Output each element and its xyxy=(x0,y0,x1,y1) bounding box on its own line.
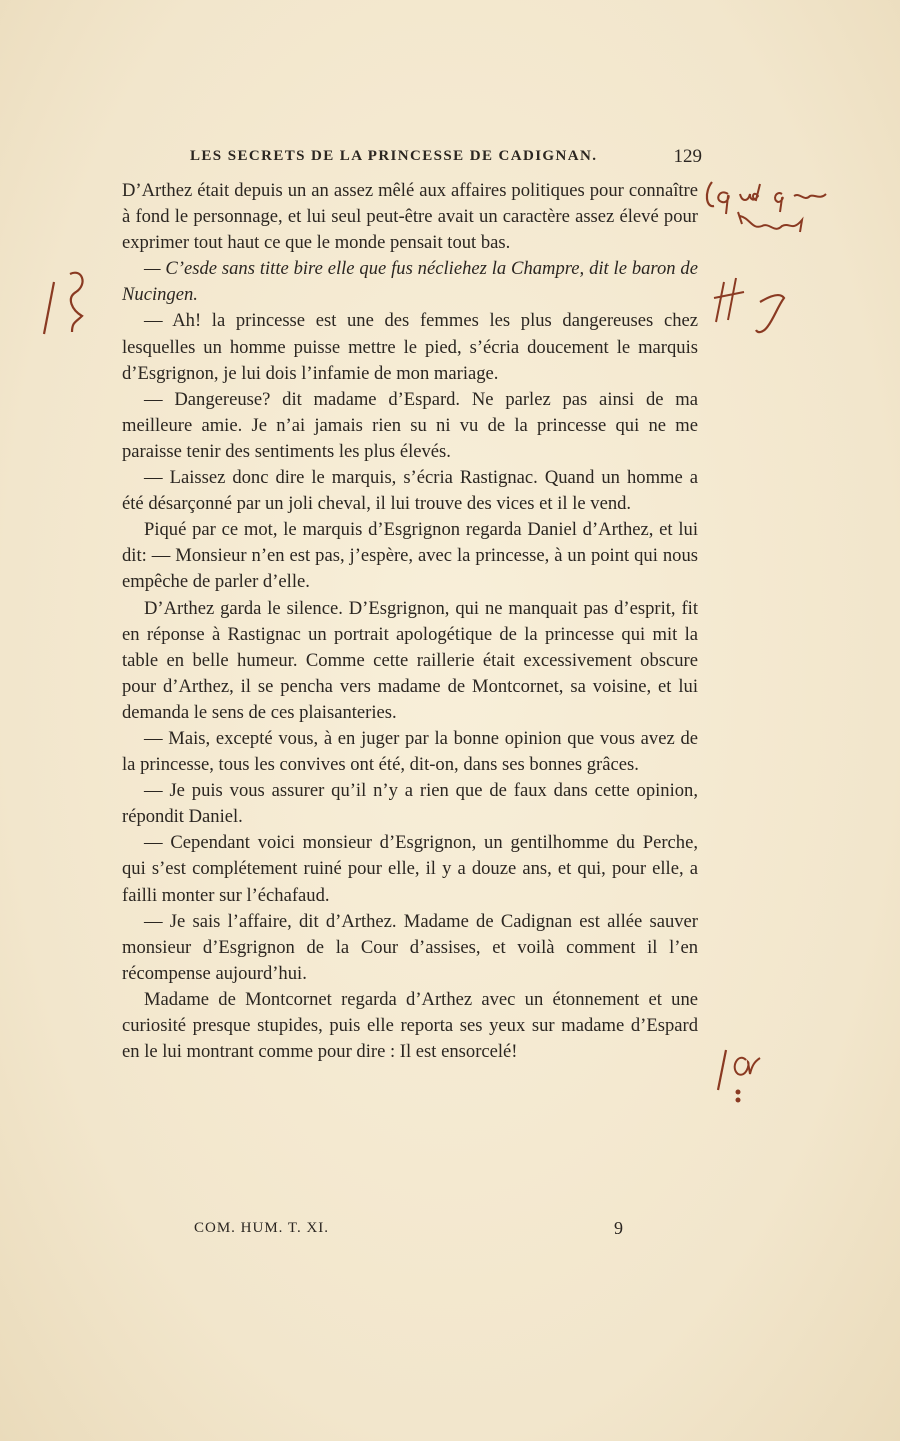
sheet-number: 9 xyxy=(614,1218,624,1238)
paragraph: — Je puis vous assurer qu’il n’y a rien que de faux dans cette opinion, répondit Daniel. xyxy=(122,780,698,828)
margin-mark-left xyxy=(40,262,100,342)
page-body xyxy=(122,178,698,1065)
margin-correction-ra xyxy=(716,1030,776,1120)
page-footer xyxy=(194,1220,624,1244)
margin-correction-quelque-temps xyxy=(704,172,844,252)
paragraph: D’Arthez garda le silence. D’Esgrignon, qui ne manquait pas d’esprit, fit en réponse à Rastignac un portrait apologétique de la princesse qui mit la table en belle humeur. Comme cette raillerie était excessivement obscure pour d’Arthez, il se pencha vers madame de Montcornet, sa voisine, et lui demanda le sens de ces plaisanteries. xyxy=(122,597,698,723)
signature-mark: COM. HUM. T. XI. xyxy=(194,1220,330,1236)
paragraph: — Cependant voici monsieur d’Esgrignon, un gentilhomme du Perche, qui s’est complétement ruiné pour elle, il y a douze ans, et qui, pour elle, a failli monter sur l’échafaud. xyxy=(122,832,698,906)
paragraph: — Dangereuse? dit madame d’Espard. Ne parlez pas ainsi de ma meilleure amie. Je n’ai jamais rien su ni vu de la princesse qui ne me paraisse tenir des sentiments les plus élevés. xyxy=(122,388,698,462)
margin-mark-right xyxy=(710,262,800,352)
paragraph: — Laissez donc dire le marquis, s’écria Rastignac. Quand un homme a été désarçonné par un joli cheval, il lui trouve des vices et il le vend. xyxy=(122,467,698,515)
paragraph: Madame de Montcornet regarda d’Arthez avec un étonnement et une curiosité presque stupides, puis elle reporta ses yeux sur madame d’Espard en le lui montrant comme pour dire : Il est ensorcelé! xyxy=(122,988,698,1063)
paragraph: — Je sais l’affaire, dit d’Arthez. Madame de Cadignan est allée sauver monsieur d’Esgrignon de la Cour d’assises, et voilà comment il l’en récompense aujourd’hui. xyxy=(122,910,698,984)
paragraph: — Mais, excepté vous, à en juger par la bonne opinion que vous avez de la princesse, tous les convives ont été, dit-on, dans ses bonnes grâces. xyxy=(122,727,698,776)
running-header xyxy=(190,148,702,172)
running-title: LES SECRETS DE LA PRINCESSE DE CADIGNAN. xyxy=(190,148,598,164)
paragraph: — Ah! la princesse est une des femmes les plus dangereuses chez lesquelles un homme puisse mettre le pied, s’écria doucement le marquis d’Esgrignon, je lui dois l’infamie de mon mariage. xyxy=(122,310,698,384)
paragraph: Piqué par ce mot, le marquis d’Esgrignon regarda Daniel d’Arthez, et lui dit: — Monsieur n’en est pas, j’espère, avec la princesse, à un point qui nous empêche de parler d’elle. xyxy=(122,519,698,593)
paragraph: — C’esde sans titte bire elle que fus nécliehez la Champre, dit le baron de Nucingen. xyxy=(122,258,698,306)
paragraph: D’Arthez était depuis un an assez mêlé aux affaires politiques pour connaître à fond le personnage, et lui seul peut-être avait un caractère assez élevé pour exprimer tout haut ce que le monde pensait tout bas. xyxy=(122,180,698,254)
page-number: 129 xyxy=(673,146,702,167)
